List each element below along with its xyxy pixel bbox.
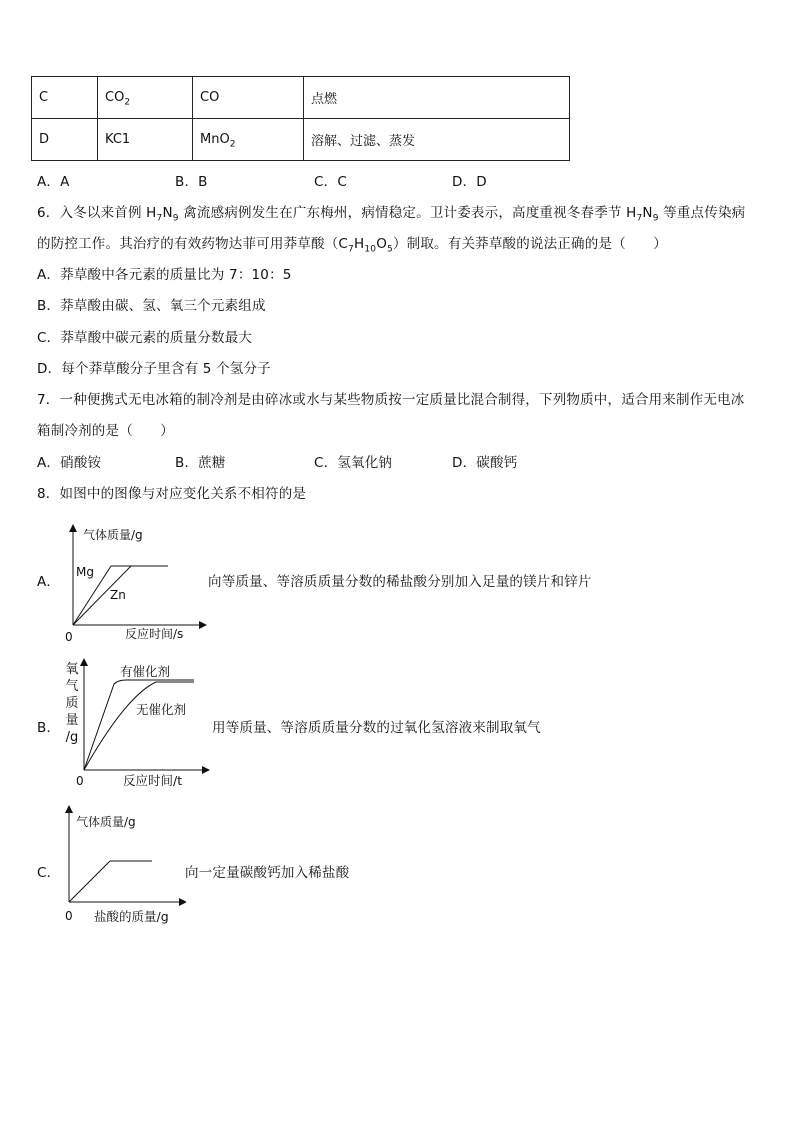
q8-option-c-label[interactable]: C．: [37, 865, 61, 881]
table-cell: 点燃: [304, 77, 570, 119]
series-mg-label: Mg: [76, 565, 94, 579]
series-no-catalyst-label: 无催化剂: [136, 702, 187, 717]
origin-label: 0: [65, 909, 73, 923]
q5-option-c[interactable]: C．C: [314, 174, 347, 190]
y-axis-label: 气体质量/g: [76, 815, 136, 829]
q6-option-d[interactable]: D．每个莽草酸分子里含有 5 个氢分子: [37, 361, 271, 377]
table-cell: KC1: [98, 119, 193, 161]
q8-option-b-label[interactable]: B．: [37, 720, 61, 736]
origin-label: 0: [76, 774, 84, 788]
q8-graph-a: [60, 522, 210, 644]
q5-option-d[interactable]: D．D: [452, 174, 487, 190]
q8-graph-b: [76, 656, 212, 790]
q7-option-c[interactable]: C．氢氧化钠: [314, 455, 393, 471]
table-cell: $CO_2$: [98, 77, 193, 119]
series-catalyst-label: 有催化剂: [120, 664, 171, 679]
q8-option-a-desc: 向等质量、等溶质质量分数的稀盐酸分别加入足量的镁片和锌片: [208, 574, 592, 590]
q6-option-a[interactable]: A．莽草酸中各元素的质量比为 7：10：5: [37, 267, 292, 283]
series-zn-label: Zn: [110, 588, 126, 602]
q8-option-b-desc: 用等质量、等溶质质量分数的过氧化氢溶液来制取氧气: [212, 720, 541, 736]
q5-options-table: [31, 76, 570, 161]
table-cell: D: [32, 119, 98, 161]
q7-option-b[interactable]: B．蔗糖: [175, 455, 226, 471]
q7-stem-line1: 7．一种便携式无电冰箱的制冷剂是由碎冰或水与某些物质按一定质量比混合制得，下列物质中，适合用来制作无电冰: [37, 392, 745, 408]
q8-option-c-desc: 向一定量碳酸钙加入稀盐酸: [185, 865, 350, 881]
q6-stem-line2: 的防控工作。其治疗的有效药物达菲可用莽草酸$(C_7H_{10}O_5)$制取。有关莽草酸的说法正确的是（ ）: [37, 236, 667, 255]
q5-option-a[interactable]: A．A: [37, 174, 70, 190]
x-axis-label: 反应时间/t: [123, 773, 183, 788]
q5-option-b[interactable]: B．B: [175, 174, 208, 190]
x-axis-label: 反应时间/s: [125, 627, 184, 641]
table-cell: CO: [193, 77, 304, 119]
q7-option-a[interactable]: A．硝酸铵: [37, 455, 102, 471]
q8-graph-c: [56, 805, 186, 929]
q8-option-a-label[interactable]: A．: [37, 574, 61, 590]
y-axis-label-vertical: 氧 气 质 量 /g: [65, 662, 79, 745]
table-row: [32, 77, 570, 119]
q6-option-c[interactable]: C．莽草酸中碳元素的质量分数最大: [37, 330, 253, 346]
no-catalyst-curve: [84, 682, 194, 770]
q6-stem-line1: 6．入冬以来首例 $H_7N_9$ 禽流感病例发生在广东梅州，病情稳定。卫计委表示，高度重视冬春季节 $H_7N_9$ 等重点传染病: [37, 205, 746, 224]
q6-option-b[interactable]: B．莽草酸由碳、氢、氧三个元素组成: [37, 298, 266, 314]
table-cell: MnO$_2$: [193, 119, 304, 161]
rise-line: [69, 861, 110, 902]
q8-stem: 8．如图中的图像与对应变化关系不相符的是: [37, 486, 307, 502]
table-row: [32, 119, 570, 161]
table-cell: C: [32, 77, 98, 119]
table-cell: 溶解、过滤、蒸发: [304, 119, 570, 161]
origin-label: 0: [65, 630, 73, 644]
q7-stem-line2: 箱制冷剂的是（ ）: [37, 423, 174, 439]
q7-option-d[interactable]: D．碳酸钙: [452, 455, 518, 471]
y-axis-label: 气体质量/g: [83, 528, 143, 542]
x-axis-label: 盐酸的质量/g: [94, 909, 169, 924]
